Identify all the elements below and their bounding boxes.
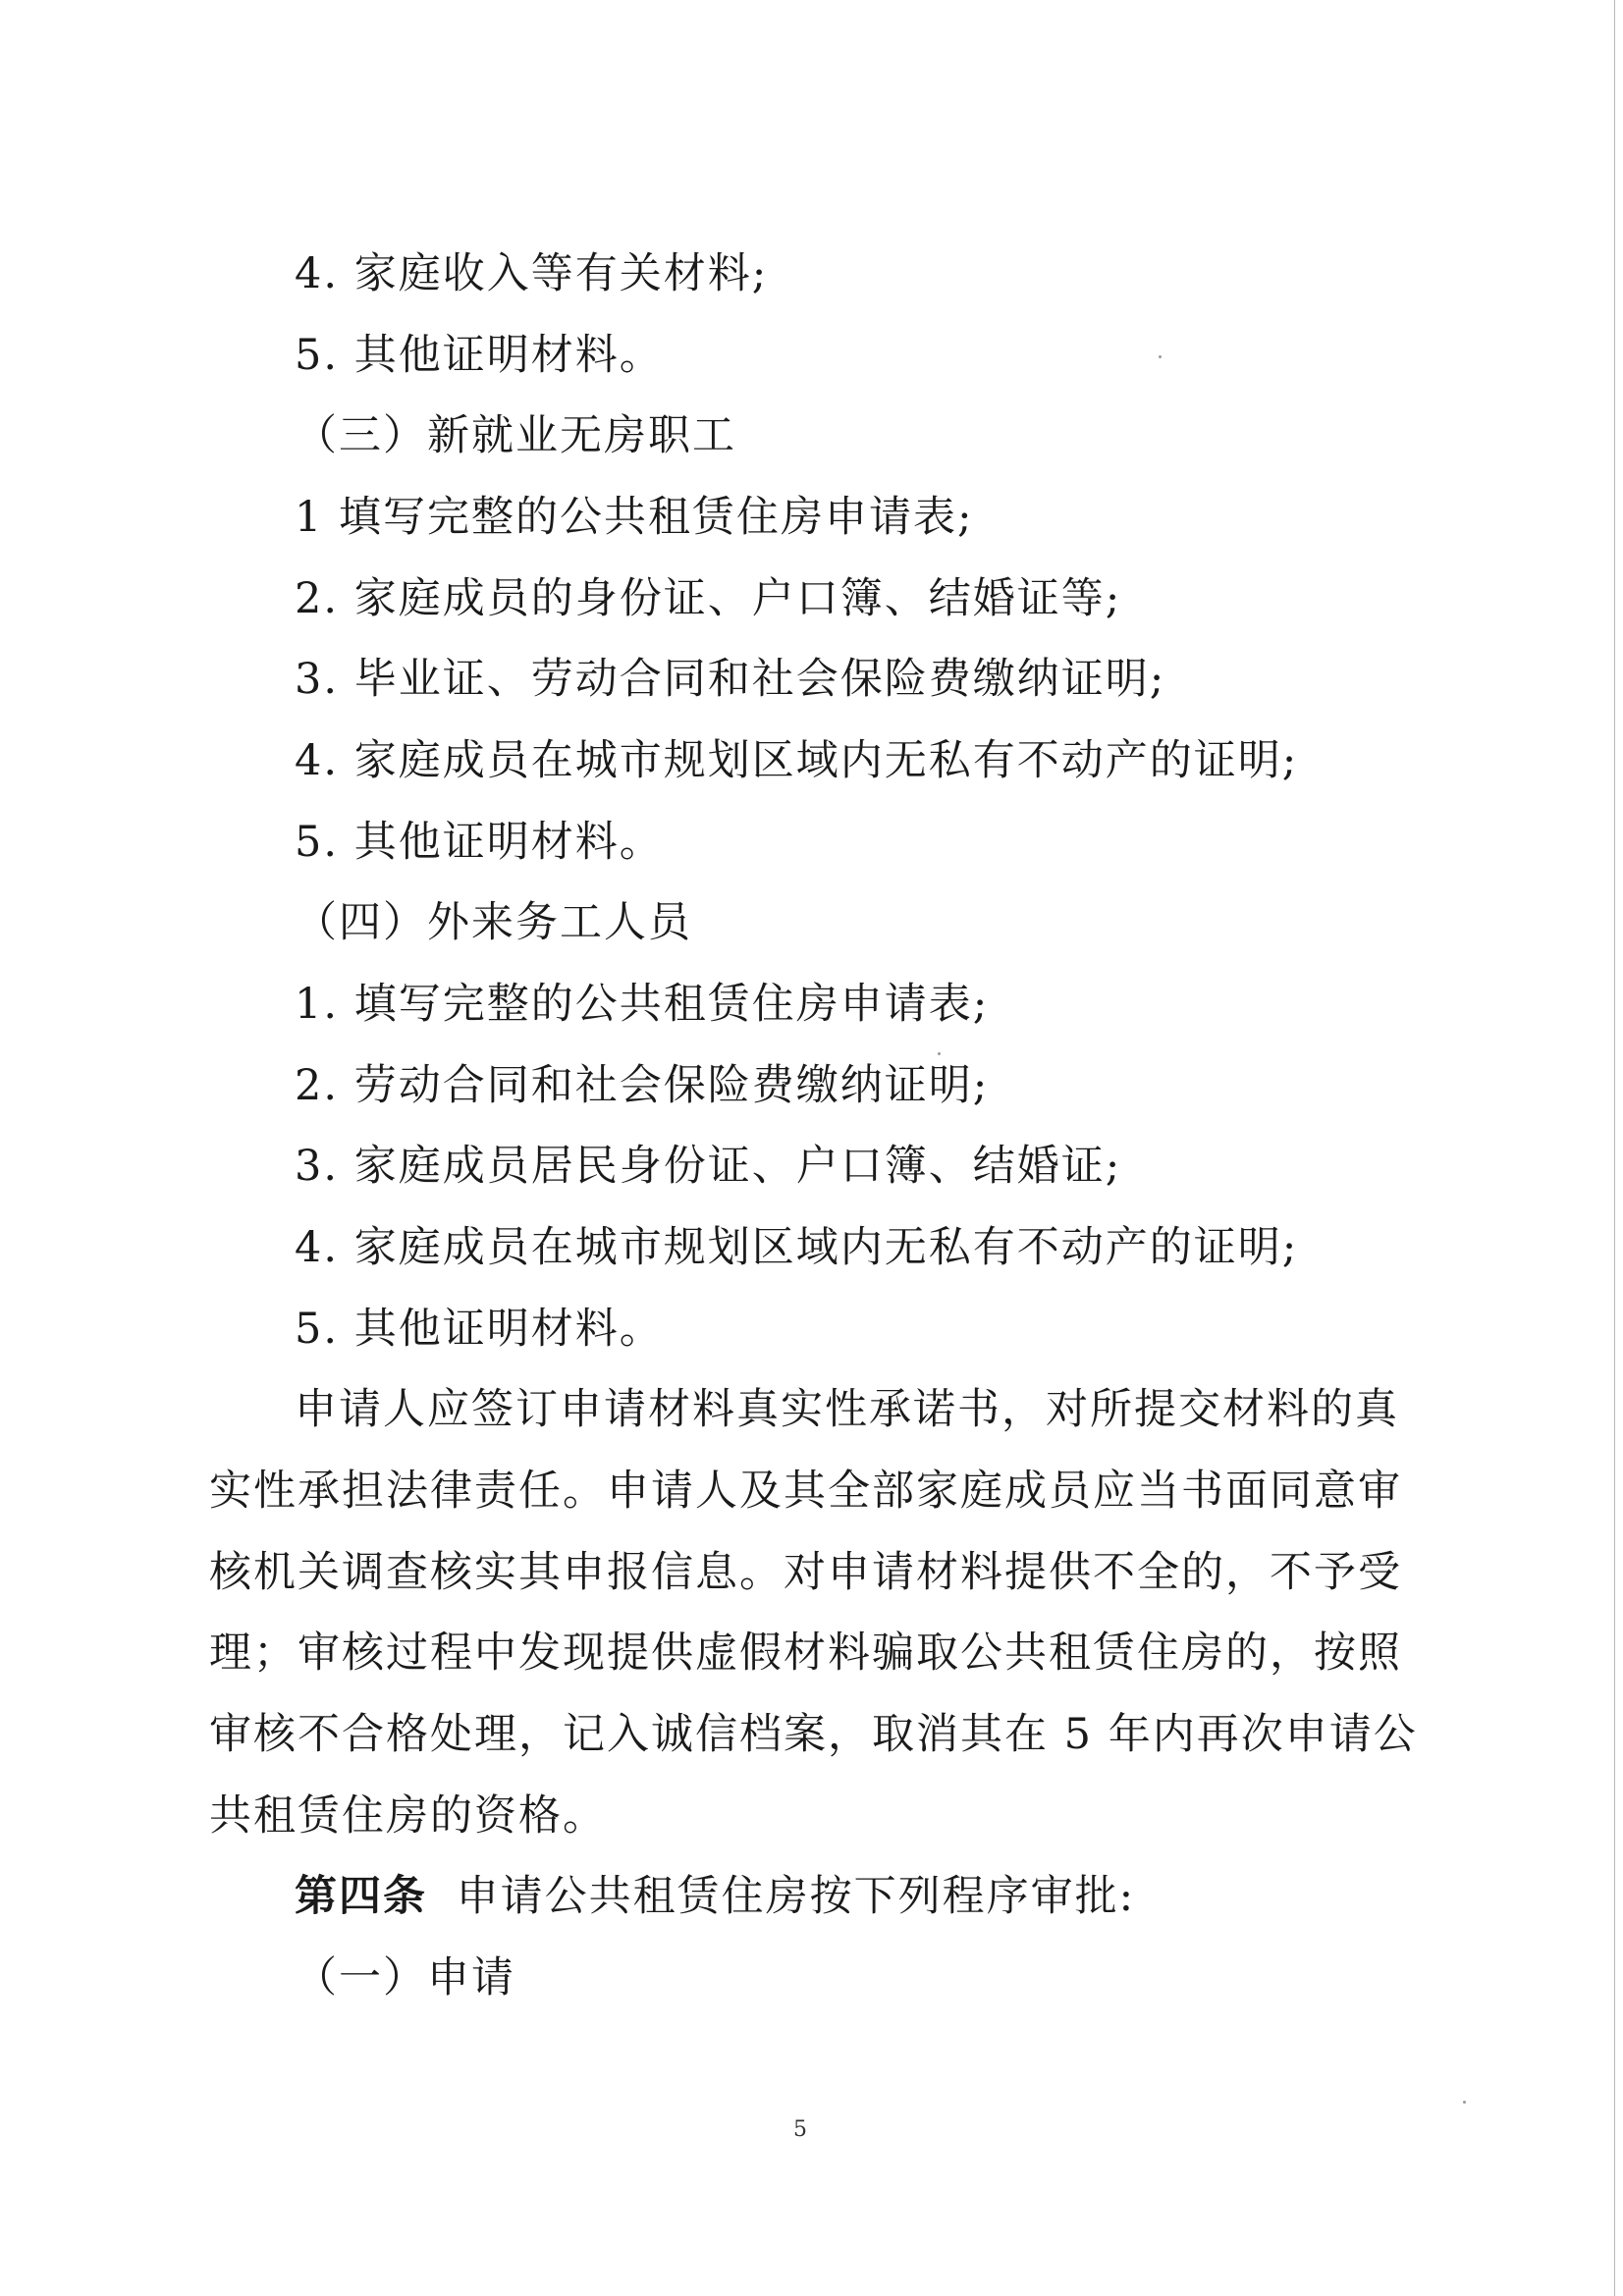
list-item: 4. 家庭成员在城市规划区域内无私有不动产的证明; [295, 1223, 1299, 1272]
section-heading: （一）申请 [295, 1953, 515, 2002]
list-item: 5. 其他证明材料。 [295, 1305, 664, 1354]
paragraph-line: 实性承担法律责任。申请人及其全部家庭成员应当书面同意审 [209, 1467, 1402, 1516]
list-item: 1. 填写完整的公共租赁住房申请表; [295, 980, 990, 1029]
paragraph-line: 理；审核过程中发现提供虚假材料骗取公共租赁住房的，按照 [209, 1629, 1402, 1678]
list-item: 2. 家庭成员的身份证、户口簿、结婚证等; [295, 574, 1122, 623]
article-line [295, 1867, 1623, 1926]
article-heading: 第四条 [295, 1872, 427, 1921]
paragraph-line: 审核不合格处理，记入诚信档案，取消其在 5 年内再次申请公 [209, 1710, 1418, 1759]
paragraph-line: 申请人应签订申请材料真实性承诺书，对所提交材料的真 [295, 1385, 1399, 1434]
section-heading: （四）外来务工人员 [295, 898, 692, 947]
list-item: 3. 毕业证、劳动合同和社会保险费缴纳证明; [295, 655, 1166, 704]
list-item: 5. 其他证明材料。 [295, 331, 664, 380]
list-item: 3. 家庭成员居民身份证、户口簿、结婚证; [295, 1142, 1122, 1191]
scan-speck [938, 1052, 941, 1055]
list-item: 5. 其他证明材料。 [295, 818, 664, 867]
scan-speck [1159, 355, 1162, 358]
list-item: 2. 劳动合同和社会保险费缴纳证明; [295, 1061, 990, 1110]
list-item: 4. 家庭成员在城市规划区域内无私有不动产的证明; [295, 736, 1299, 785]
paragraph-line: 共租赁住房的资格。 [209, 1791, 607, 1841]
scan-speck [1463, 2101, 1466, 2104]
section-heading: （三）新就业无房职工 [295, 411, 736, 460]
page-number: 5 [793, 2117, 807, 2142]
list-item: 1 填写完整的公共租赁住房申请表; [295, 493, 974, 542]
article-text: 申请公共租赁住房按下列程序审批: [456, 1872, 1136, 1921]
list-item: 4. 家庭收入等有关材料; [295, 249, 769, 298]
paragraph-line: 核机关调查核实其申报信息。对申请材料提供不全的，不予受 [209, 1548, 1402, 1597]
